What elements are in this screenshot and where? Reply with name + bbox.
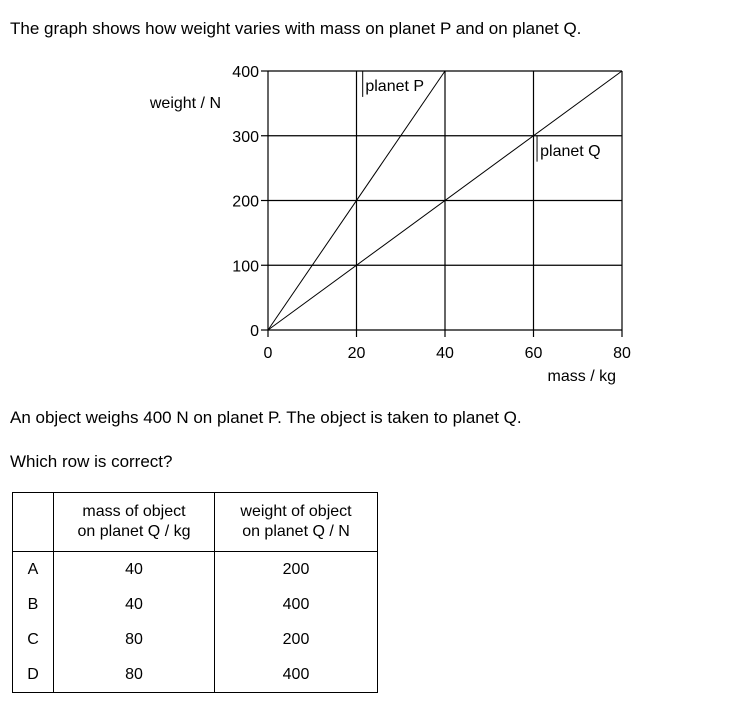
header-mass-line1: mass of object <box>82 503 186 520</box>
x-tick-label: 80 <box>613 345 631 362</box>
header-mass-line2: on planet Q / kg <box>77 523 191 540</box>
series-label-planet-q: planet Q <box>540 142 601 160</box>
answer-table <box>12 492 378 693</box>
answer-row-c[interactable] <box>13 622 378 657</box>
row-weight: 400 <box>215 657 378 693</box>
y-tick-label: 400 <box>232 64 259 81</box>
y-tick-label: 100 <box>232 258 259 276</box>
row-letter: A <box>13 552 54 588</box>
x-axis-label: mass / kg <box>547 368 616 385</box>
answer-row-a[interactable] <box>13 552 378 588</box>
row-mass: 80 <box>54 657 215 693</box>
row-letter: C <box>13 622 54 657</box>
x-tick-label: 40 <box>436 345 454 362</box>
x-tick-label: 0 <box>263 345 273 362</box>
answer-row-b[interactable] <box>13 587 378 622</box>
row-mass: 40 <box>54 552 215 588</box>
row-weight: 400 <box>215 587 378 622</box>
header-weight-line2: on planet Q / N <box>242 523 350 540</box>
row-weight: 200 <box>215 552 378 588</box>
row-mass: 80 <box>54 622 215 657</box>
x-tick-label: 60 <box>524 345 543 362</box>
statement-text: An object weighs 400 N on planet P. The object is taken to planet Q. <box>10 408 522 427</box>
chart-labels <box>149 71 616 385</box>
series-label-planet-p: planet P <box>365 78 425 96</box>
x-tick-label: 20 <box>347 345 366 362</box>
header-weight <box>215 493 378 552</box>
y-tick-label: 200 <box>232 193 259 211</box>
y-tick-label: 300 <box>232 128 259 146</box>
header-weight-line1: weight of object <box>240 503 352 520</box>
intro-text: The graph shows how weight varies with mass on planet P and on planet Q. <box>10 19 582 38</box>
answer-table-header <box>13 493 378 552</box>
y-tick-label: 0 <box>250 323 259 340</box>
question-text: Which row is correct? <box>10 452 173 471</box>
answer-row-d[interactable] <box>13 657 378 693</box>
row-weight: 200 <box>215 622 378 657</box>
y-axis-label: weight / N <box>149 95 221 112</box>
header-mass <box>54 493 215 552</box>
row-letter: B <box>13 587 54 622</box>
row-mass: 40 <box>54 587 215 622</box>
row-letter: D <box>13 657 54 693</box>
header-blank <box>13 493 54 552</box>
